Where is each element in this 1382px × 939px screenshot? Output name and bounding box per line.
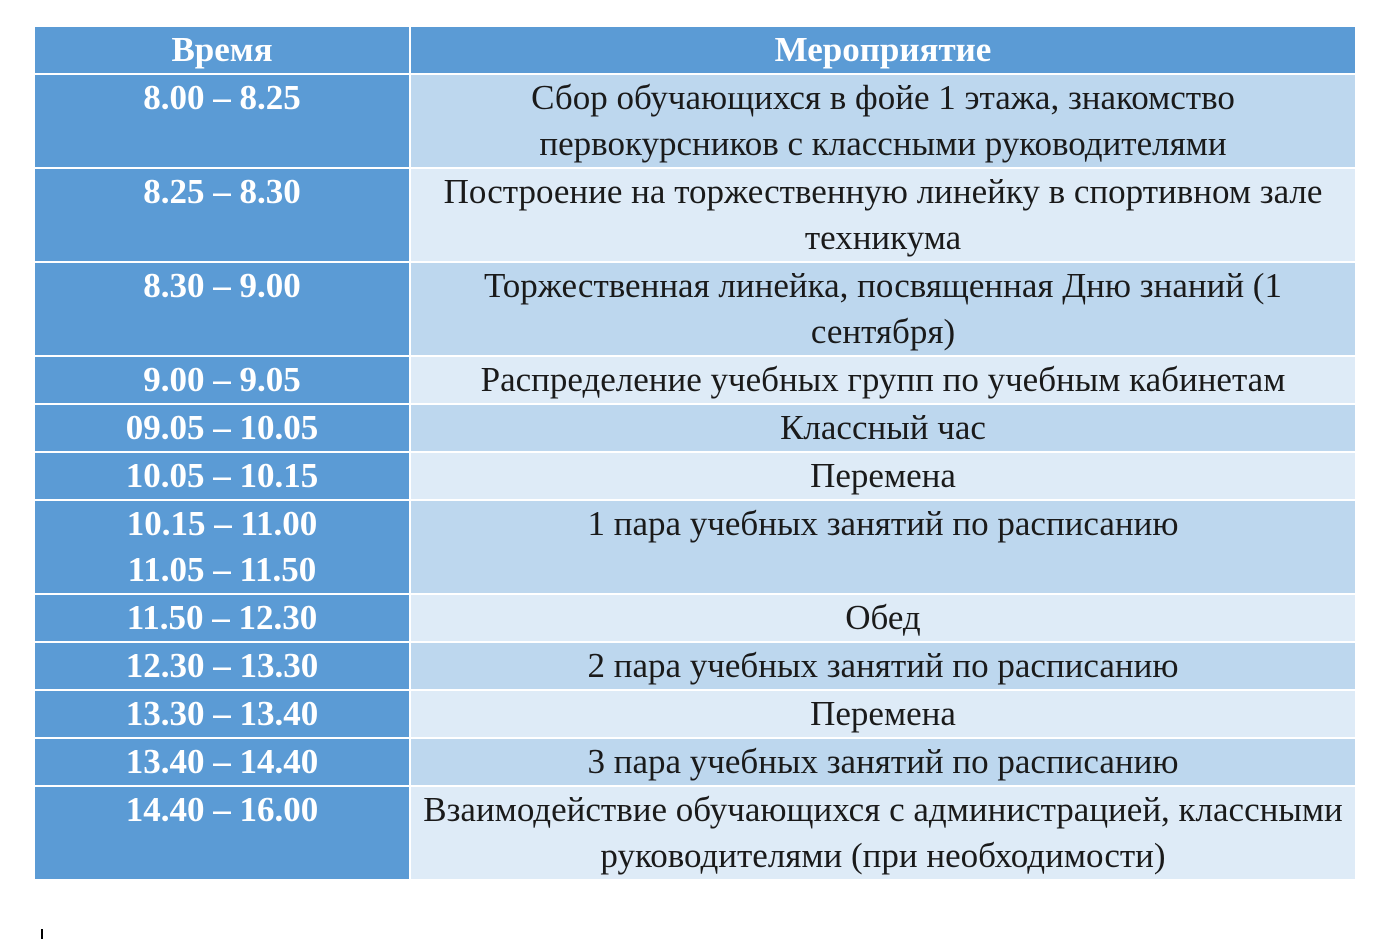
schedule-row bbox=[34, 642, 1356, 690]
event-cell: Распределение учебных групп по учебным кабинетам bbox=[410, 356, 1356, 404]
event-cell: Взаимодействие обучающихся с администрацией, классными руководителями (при необходимости) bbox=[410, 786, 1356, 880]
time-range: 8.00 – 8.25 bbox=[143, 78, 301, 117]
time-range: 14.40 – 16.00 bbox=[125, 790, 319, 829]
time-cell bbox=[34, 738, 410, 786]
event-cell: 3 пара учебных занятий по расписанию bbox=[410, 738, 1356, 786]
event-cell: 2 пара учебных занятий по расписанию bbox=[410, 642, 1356, 690]
time-cell bbox=[34, 786, 410, 880]
schedule-row bbox=[34, 74, 1356, 168]
header-time: Время bbox=[34, 26, 410, 74]
schedule-row bbox=[34, 738, 1356, 786]
time-range: 13.40 – 14.40 bbox=[125, 742, 319, 781]
header-event: Мероприятие bbox=[410, 26, 1356, 74]
time-cell bbox=[34, 356, 410, 404]
time-cell bbox=[34, 262, 410, 356]
event-cell: Построение на торжественную линейку в спортивном зале техникума bbox=[410, 168, 1356, 262]
time-range: 10.15 – 11.00 bbox=[126, 504, 318, 543]
event-cell: Торжественная линейка, посвященная Дню знаний (1 сентября) bbox=[410, 262, 1356, 356]
time-cell bbox=[34, 500, 410, 594]
schedule-table bbox=[33, 25, 1357, 881]
time-cell bbox=[34, 642, 410, 690]
schedule-row bbox=[34, 594, 1356, 642]
schedule-row bbox=[34, 690, 1356, 738]
time-range: 10.05 – 10.15 bbox=[125, 456, 319, 495]
time-range: 8.30 – 9.00 bbox=[143, 266, 301, 305]
time-range: 9.00 – 9.05 bbox=[143, 360, 301, 399]
schedule-row bbox=[34, 452, 1356, 500]
time-range: 09.05 – 10.05 bbox=[125, 408, 319, 447]
schedule-row bbox=[34, 262, 1356, 356]
time-range: 11.50 – 12.30 bbox=[126, 598, 318, 637]
header-row bbox=[34, 26, 1356, 74]
page-edge-mark bbox=[41, 929, 43, 939]
event-cell: 1 пара учебных занятий по расписанию bbox=[410, 500, 1356, 594]
time-cell bbox=[34, 452, 410, 500]
time-cell bbox=[34, 74, 410, 168]
schedule-row bbox=[34, 356, 1356, 404]
schedule-body bbox=[34, 74, 1356, 880]
event-cell: Классный час bbox=[410, 404, 1356, 452]
time-cell bbox=[34, 594, 410, 642]
time-cell bbox=[34, 690, 410, 738]
event-cell: Обед bbox=[410, 594, 1356, 642]
time-range: 13.30 – 13.40 bbox=[125, 694, 319, 733]
event-cell: Перемена bbox=[410, 452, 1356, 500]
schedule-row bbox=[34, 168, 1356, 262]
schedule-row bbox=[34, 404, 1356, 452]
time-cell bbox=[34, 168, 410, 262]
time-range: 11.05 – 11.50 bbox=[127, 550, 317, 589]
time-range: 12.30 – 13.30 bbox=[125, 646, 319, 685]
schedule-row bbox=[34, 500, 1356, 594]
event-cell: Сбор обучающихся в фойе 1 этажа, знакомство первокурсников с классными руководителями bbox=[410, 74, 1356, 168]
event-cell: Перемена bbox=[410, 690, 1356, 738]
schedule-row bbox=[34, 786, 1356, 880]
time-range: 8.25 – 8.30 bbox=[143, 172, 301, 211]
time-cell bbox=[34, 404, 410, 452]
